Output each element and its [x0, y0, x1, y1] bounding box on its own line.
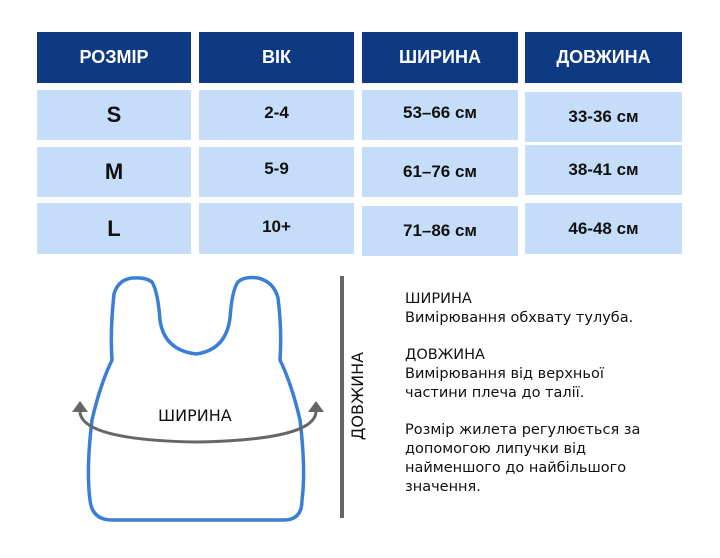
adjust-line-1: Розмір жилета регулюється за — [405, 422, 641, 438]
adjust-description — [405, 421, 705, 497]
row-l-width: 71–86 см — [362, 206, 518, 256]
width-desc-title: ШИРИНА — [405, 291, 472, 307]
length-desc-title: ДОВЖИНА — [405, 347, 485, 363]
length-desc-line-1: Вимірювання від верхньої — [405, 366, 604, 382]
width-label: ШИРИНА — [158, 406, 232, 425]
row-m-length: 38-41 см — [525, 145, 682, 195]
row-m-size: M — [37, 147, 191, 197]
length-label: ДОВЖИНА — [348, 351, 367, 441]
row-l-size: L — [37, 203, 191, 254]
length-bar — [340, 276, 344, 518]
header-length: ДОВЖИНА — [525, 32, 682, 83]
width-arrow-right-icon — [308, 401, 324, 412]
row-s-width: 53–66 см — [362, 90, 518, 140]
row-s-size: S — [37, 90, 191, 140]
row-s-age: 2-4 — [199, 90, 354, 140]
width-description — [405, 290, 705, 328]
adjust-line-3: найменшого до найбільшого — [405, 460, 627, 476]
length-desc-line-2: частини плеча до талії. — [405, 385, 585, 401]
adjust-line-4: значення. — [405, 479, 481, 495]
header-age: ВІК — [199, 32, 354, 83]
row-l-length: 46-48 см — [525, 203, 682, 254]
adjust-line-2: допомогою липучки від — [405, 441, 587, 457]
header-width: ШИРИНА — [362, 32, 518, 83]
row-s-length: 33-36 см — [525, 92, 682, 142]
width-arrow-left-icon — [72, 401, 88, 412]
row-m-width: 61–76 см — [362, 147, 518, 197]
row-l-age: 10+ — [199, 203, 354, 254]
row-m-age: 5-9 — [199, 147, 354, 197]
length-description — [405, 346, 705, 403]
vest-outline — [88, 278, 303, 521]
width-desc-text: Вимірювання обхвату тулуба. — [405, 310, 634, 326]
header-size: РОЗМІР — [37, 32, 191, 83]
